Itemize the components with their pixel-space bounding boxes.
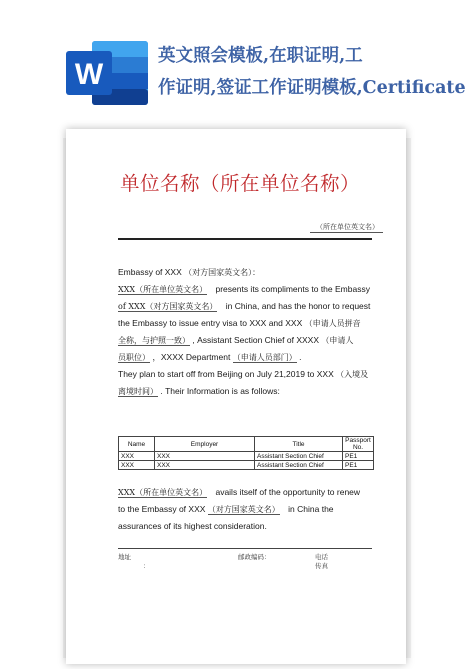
applicant-title-hint: （申请人 bbox=[321, 336, 354, 345]
sender-name-field: XXX（所在单位英文名） bbox=[118, 285, 208, 294]
header-banner bbox=[0, 0, 474, 118]
cell-name: XXX bbox=[119, 461, 155, 470]
p3-text-b: avails itself of the opportunity to renew bbox=[215, 487, 361, 497]
p1-text-d: in China, and has the honor to request bbox=[225, 301, 371, 311]
paragraph-1 bbox=[118, 281, 376, 366]
applicant-title-hint-2: 员职位） bbox=[118, 353, 150, 362]
p1-text-h: , Assistant Section Chief of XXXX bbox=[192, 335, 319, 345]
col-header-name: Name bbox=[119, 437, 155, 452]
table-header-row bbox=[119, 437, 374, 452]
address-colon: ： bbox=[143, 562, 150, 570]
salutation bbox=[118, 264, 376, 281]
word-logo-letter: W bbox=[74, 58, 104, 91]
department-hint: （申请人员部门） bbox=[232, 353, 297, 362]
p1-text-b: presents its compliments to the Embassy bbox=[215, 284, 370, 294]
col-header-employer: Employer bbox=[155, 437, 255, 452]
table-row bbox=[119, 452, 374, 461]
header-divider bbox=[118, 238, 372, 240]
applicant-name-hint: （申请人员拼音 bbox=[304, 319, 361, 328]
p3-text-e: in China the bbox=[288, 504, 334, 514]
passport-name-hint: 全称，与护照一致） bbox=[118, 336, 190, 345]
p2-text-d: . Their Information is as follows: bbox=[160, 386, 280, 396]
phone-label: 电话 bbox=[315, 553, 328, 561]
address-label: 地址 bbox=[118, 553, 131, 561]
postcode-label: 邮政编码： bbox=[238, 553, 271, 561]
footer-divider bbox=[118, 548, 372, 549]
cell-title: Assistant Section Chief bbox=[255, 461, 343, 470]
p2-text-a: They plan to start off from Beijing on July 21,2019 to XXX bbox=[118, 369, 334, 379]
fax-label: 传真 bbox=[315, 562, 328, 570]
closing-paragraph bbox=[118, 484, 376, 535]
travel-date-hint: （入境及 bbox=[336, 370, 369, 379]
embassy-country-field-2: （对方国家英文名） bbox=[207, 505, 280, 514]
p3-text-c: to the Embassy of XXX bbox=[118, 504, 206, 514]
col-header-title: Title bbox=[255, 437, 343, 452]
cell-passport: PE1 bbox=[343, 461, 374, 470]
cell-name: XXX bbox=[119, 452, 155, 461]
applicant-info-table bbox=[118, 436, 374, 470]
p1-text-e: the Embassy to issue entry visa to XXX and XXX bbox=[118, 318, 303, 328]
unit-english-name-note: （所在单位英文名） bbox=[316, 223, 379, 231]
letter-body bbox=[118, 264, 376, 400]
cell-employer: XXX bbox=[155, 452, 255, 461]
salutation-en: Embassy of XXX bbox=[118, 267, 182, 277]
sender-name-field-2: XXX（所在单位英文名） bbox=[118, 488, 208, 497]
col-header-passport: Passport No. bbox=[343, 437, 374, 452]
travel-date-hint-2: 离境时间） bbox=[118, 387, 158, 396]
table-row bbox=[119, 461, 374, 470]
paragraph-3 bbox=[118, 484, 376, 535]
embassy-country-field: of XXX（对方国家英文名） bbox=[118, 302, 218, 311]
salutation-cn: （对方国家英文名）： bbox=[184, 268, 261, 277]
cell-passport: PE1 bbox=[343, 452, 374, 461]
word-icon bbox=[62, 37, 152, 109]
paragraph-2 bbox=[118, 366, 376, 400]
page-title bbox=[158, 40, 474, 104]
cell-title: Assistant Section Chief bbox=[255, 452, 343, 461]
p1-text-m: . bbox=[299, 352, 302, 362]
cell-employer: XXX bbox=[155, 461, 255, 470]
title-line-2: 作证明,签证工作证明模板,Certificate bbox=[158, 78, 466, 98]
document-heading: 单位名称（所在单位名称） bbox=[120, 172, 361, 195]
p1-text-k: ，XXXX Department bbox=[152, 352, 231, 362]
title-line-1: 英文照会模板,在职证明,工 bbox=[158, 46, 363, 66]
p3-text-f: assurances of its highest consideration. bbox=[118, 521, 267, 531]
